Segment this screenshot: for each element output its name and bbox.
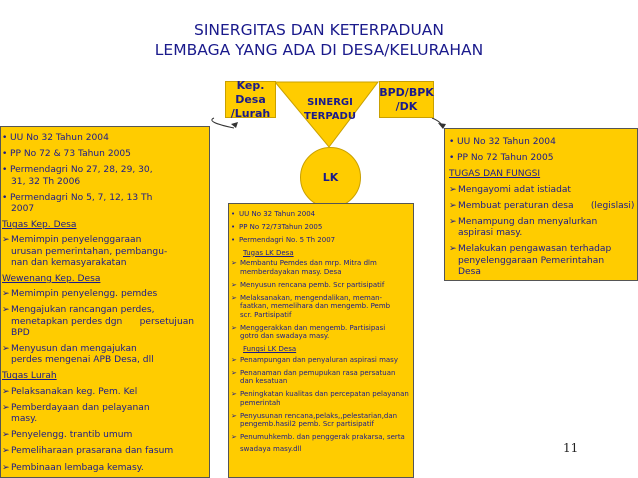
bullet-dot-icon: • [2, 133, 8, 143]
arrow-bullet-icon: ➢ [2, 462, 10, 473]
tugas-kep-desa-heading: Tugas Kep. Desa [2, 220, 77, 231]
sinergi-label-2: TERPADU [304, 111, 356, 122]
arrow-bullet-icon: ➢ [449, 200, 457, 211]
list-item: ➢Mengajukan rancangan perdes, menetapkan perdes dgn persetujuan BPD [2, 305, 195, 338]
arrow-bullet-icon: ➢ [231, 368, 237, 377]
legal-item: • Permendagri No 27, 28, 29, 30, 31, 32 Th 2006 [2, 165, 153, 187]
arrow-bullet-icon: ➢ [231, 259, 237, 268]
arrow-bullet-icon: ➢ [231, 355, 237, 364]
bullet-dot-icon: • [2, 165, 8, 176]
kep-desa-label-2: /Lurah [230, 106, 271, 120]
list-item: ➢Menyusun dan mengajukan perdes mengenai APB Desa, dll [2, 344, 154, 366]
legal-item: • PP No 72 & 73 Tahun 2005 [2, 149, 131, 160]
list-item: ➢Mengayomi adat istiadat [449, 184, 571, 195]
lk-label: LK [322, 171, 339, 184]
arrow-bullet-icon: ➢ [2, 446, 10, 457]
legal-item: • UU No 32 Tahun 2004 [2, 133, 109, 143]
bullet-dot-icon: • [2, 149, 8, 160]
legal-item: • PP No 72/73Tahun 2005 [231, 222, 323, 231]
kep-desa-node [225, 78, 276, 120]
arrow-bullet-icon: ➢ [449, 217, 457, 228]
list-item: ➢Memimpin penyelengg. pemdes [2, 289, 158, 300]
list-item: ➢ Melaksanakan, mengendalikan, meman- faatkan, memelihara dan mengemb. Pemb scr. Partisipatif [231, 293, 391, 319]
arrow-bullet-icon: ➢ [2, 305, 10, 316]
arrow-bullet-icon: ➢ [231, 293, 237, 302]
arrow-bullet-icon: ➢ [231, 323, 237, 332]
bpd-box [444, 128, 638, 281]
list-item: ➢ Peningkatan kualitas dan percepatan pelayanan pemerintah [231, 390, 409, 407]
arrow-bullet-icon: ➢ [2, 289, 10, 300]
arrow-bullet-icon: ➢ [231, 411, 237, 420]
legal-item: • UU No 32 Tahun 2004 [231, 210, 316, 218]
list-item: ➢ Membantu Pemdes dan mrp. Mitra dlm memberdayakan masy. Desa [231, 259, 377, 276]
title-line-2: LEMBAGA YANG ADA DI DESA/KELURAHAN [154, 41, 484, 59]
title-line-1: SINERGITAS DAN KETERPADUAN [194, 21, 444, 39]
fungsi-lk-heading: Fungsi LK Desa [243, 345, 297, 354]
bpd-node [379, 81, 434, 118]
arrow-bullet-icon: ➢ [2, 430, 10, 441]
bullet-dot-icon: • [449, 153, 455, 164]
bullet-dot-icon: • [2, 192, 8, 203]
list-item: ➢Membuat peraturan desa (legislasi) [449, 200, 635, 211]
arrow-bullet-icon: ➢ [231, 390, 237, 399]
tugas-lurah-heading: Tugas Lurah [2, 371, 57, 382]
list-item: ➢ Penumuhkemb. dan penggerak prakarsa, serta swadaya masy.dll [231, 433, 405, 453]
list-item: ➢ Menggerakkan dan mengemb. Partisipasi gotro dan swadaya masy. [231, 323, 386, 341]
list-item: ➢ Penanaman dan pemupukan rasa persatuan dan kesatuan [231, 368, 396, 386]
bullet-dot-icon: • [231, 235, 236, 244]
kep-desa-label-1: Kep. Desa [235, 78, 266, 106]
legal-item: • PP No 72 Tahun 2005 [449, 153, 554, 164]
legal-item: • Permendagri No. 5 Th 2007 [231, 235, 336, 244]
list-item: ➢Pelaksanakan keg. Pem. Kel [2, 386, 138, 397]
list-item: ➢ Penyusunan rencana,pelaks,,pelestarian,dan pengemb.hasil2 pemb. Scr partisipatif [231, 411, 398, 429]
list-item: ➢Pembinaan lembaga kemasy. [2, 462, 144, 473]
arrow-bullet-icon: ➢ [231, 280, 237, 289]
kep-desa-box [0, 126, 210, 478]
list-item: ➢Pemeliharaan prasarana dan fasum [2, 446, 174, 457]
bullet-dot-icon: • [231, 222, 236, 231]
wewenang-heading: Wewenang Kep. Desa [2, 274, 101, 285]
arrow-bullet-icon: ➢ [2, 235, 10, 246]
arrow-bullet-icon: ➢ [449, 244, 457, 255]
legal-item: • Permendagri No 5, 7, 12, 13 Th 2007 [2, 192, 153, 215]
arrow-bullet-icon: ➢ [231, 433, 237, 442]
tugas-lk-heading: Tugas LK Desa [243, 248, 294, 257]
lk-node [300, 147, 361, 208]
list-item: ➢ Menyusun rencana pemb. Scr partisipatif [231, 280, 385, 289]
list-item: ➢Pemberdayaan dan pelayanan masy. [2, 402, 150, 425]
lk-desa-box [228, 203, 414, 478]
tugas-fungsi-heading: TUGAS DAN FUNGSI [449, 169, 541, 180]
list-item: ➢Penyelengg. trantib umum [2, 430, 133, 441]
list-item: ➢Melakukan pengawasan terhadap penyelenggaraan Pemerintahan Desa [449, 244, 612, 277]
arrow-bullet-icon: ➢ [2, 402, 10, 413]
list-item: ➢ Penampungan dan penyaluran aspirasi masy [231, 355, 398, 364]
bpd-label-1: BPD/BPK [379, 85, 434, 99]
arrow-bullet-icon: ➢ [449, 184, 457, 195]
bullet-dot-icon: • [231, 210, 236, 218]
bpd-label-2: /DK [395, 99, 418, 113]
list-item: ➢Menampung dan menyalurkan aspirasi masy. [449, 217, 598, 239]
page-number: 11 [563, 441, 579, 455]
list-item: ➢Memimpin penyelenggaraan urusan pemerintahan, pembangu- nan dan kemasyarakatan [2, 235, 168, 268]
arrow-bullet-icon: ➢ [2, 386, 10, 397]
legal-item: • UU No 32 Tahun 2004 [449, 137, 556, 147]
sinergi-label-1: SINERGI [307, 97, 353, 108]
arrow-bullet-icon: ➢ [2, 344, 10, 355]
sinergi-terpadu-label [300, 96, 360, 124]
bullet-dot-icon: • [449, 137, 455, 147]
